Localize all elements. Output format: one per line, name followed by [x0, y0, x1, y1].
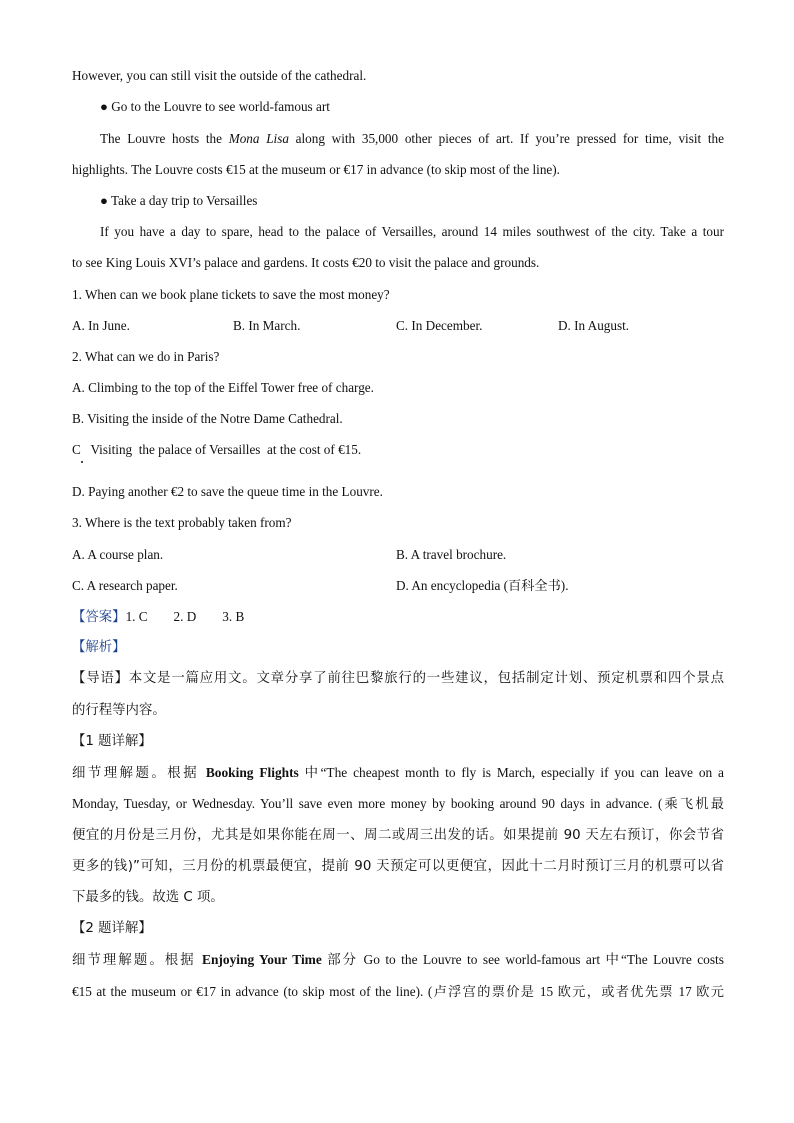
answer-item: 3. B — [222, 609, 245, 624]
analysis-label: 【解析】 — [72, 640, 126, 655]
bullet-versailles: ● Take a day trip to Versailles — [100, 193, 258, 208]
q3-option-a: A. A course plan. — [72, 547, 164, 562]
q1-option-d: D. In August. — [558, 318, 630, 333]
intro-line: 【导语】本文是一篇应用文。文章分享了前往巴黎旅行的一些建议，包括制定计划、预定机票和四个景点 — [72, 671, 724, 686]
q1-option-c: C. In December. — [396, 318, 483, 333]
question-3-stem: 3. Where is the text probably taken from? — [72, 515, 292, 530]
passage-line: The Louvre hosts the Mona Lisa along with 35,000 other pieces of art. If you’re pressed for time, visit the — [100, 131, 725, 146]
answer-label: 【答案】 — [72, 610, 126, 625]
q1-detail-line: 下最多的钱。故选 C 项。 — [72, 890, 224, 905]
q3-option-d: D. An encyclopedia (百科全书). — [396, 578, 569, 593]
section-name: Enjoying Your Time — [202, 952, 322, 967]
q2-option-d: D. Paying another €2 to save the queue time in the Louvre. — [72, 484, 383, 499]
answer-item: 1. C — [125, 609, 148, 624]
q2-option-b: B. Visiting the inside of the Notre Dame Cathedral. — [72, 411, 343, 426]
answer-item: 2. D — [173, 609, 197, 624]
section-name: Booking Flights — [205, 765, 299, 780]
bullet-louvre: ● Go to the Louvre to see world-famous art — [100, 99, 330, 114]
passage-line: However, you can still visit the outside of the cathedral. — [72, 68, 367, 83]
q3-option-b: B. A travel brochure. — [396, 547, 507, 562]
question-2-stem: 2. What can we do in Paris? — [72, 349, 220, 364]
q1-detail-line: 细节理解题。根据 Booking Flights 中“The cheapest month to fly is March, especially if you can leave on a — [72, 765, 724, 781]
q2-detail-line: €15 at the museum or €17 in advance (to skip most of the line). (卢浮宫的票价是 15 欧元，或者优先票 17 欧元 — [72, 984, 724, 999]
q1-detail-line: 更多的钱)”可知，三月份的机票最便宜，提前 90 天预定可以更便宜，因此十二月时预订三月的机票可以省 — [72, 859, 724, 874]
stray-dot-mark — [81, 461, 83, 463]
artwork-title: Mona Lisa — [228, 131, 289, 146]
passage-line: highlights. The Louvre costs €15 at the museum or €17 in advance (to skip most of the line). — [72, 162, 560, 177]
q3-option-c: C. A research paper. — [72, 578, 178, 593]
intro-line: 的行程等内容。 — [72, 703, 166, 718]
intro-label: 【导语】 — [72, 671, 129, 686]
q2-option-c: C Visiting the palace of Versailles at the cost of €15. — [72, 442, 362, 457]
q1-detail-line: 便宜的月份是三月份，尤其是如果你能在周一、周二或周三出发的话。如果提前 90 天左右预订，你会节省 — [72, 828, 724, 843]
q1-option-b: B. In March. — [233, 318, 301, 333]
q1-detail-line: Monday, Tuesday, or Wednesday. You’ll save even more money by booking around 90 days in advance. (乘飞机最 — [72, 796, 724, 811]
q1-option-a: A. In June. — [72, 318, 130, 333]
q2-option-a: A. Climbing to the top of the Eiffel Tower free of charge. — [72, 380, 374, 395]
passage-line: If you have a day to spare, head to the palace of Versailles, around 14 miles southwest of the city. Take a tour — [100, 224, 724, 239]
q1-detail-label: 【1 题详解】 — [72, 734, 152, 749]
q2-detail-label: 【2 题详解】 — [72, 921, 152, 936]
passage-line: to see King Louis XVI’s palace and gardens. It costs €20 to visit the palace and grounds. — [72, 255, 540, 270]
question-1-stem: 1. When can we book plane tickets to save the most money? — [72, 287, 390, 302]
q2-detail-line: 细节理解题。根据 Enjoying Your Time 部分 Go to the Louvre to see world-famous art 中“The Louvre costs — [72, 952, 724, 968]
answer-line — [72, 607, 724, 628]
